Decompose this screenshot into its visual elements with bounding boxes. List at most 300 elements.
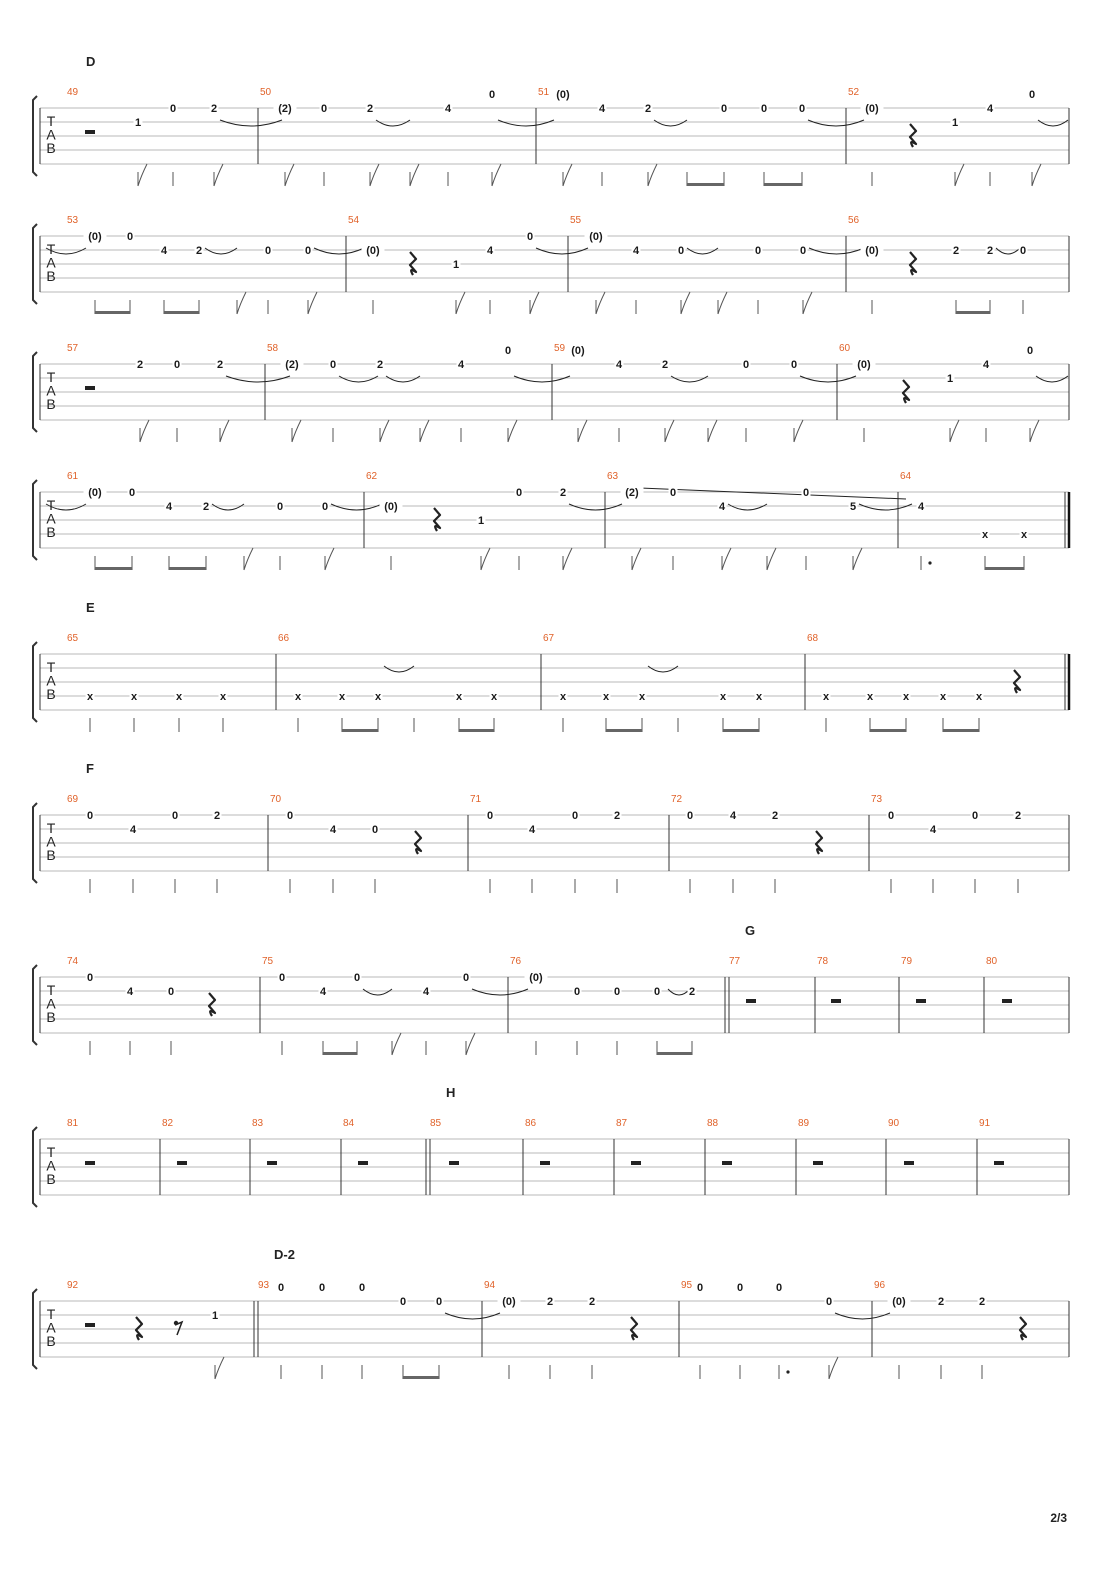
measure-number: 84 bbox=[343, 1118, 355, 1129]
tab-clef-letter: T bbox=[46, 659, 56, 675]
fret-number: 0 bbox=[399, 1296, 407, 1308]
fret-number: 2 bbox=[661, 359, 669, 371]
system-bracket bbox=[33, 642, 37, 722]
tie bbox=[205, 248, 237, 254]
fret-number: x bbox=[455, 691, 463, 703]
fret-number: 0 bbox=[742, 359, 750, 371]
fret-number: 0 bbox=[775, 1282, 783, 1294]
tab-clef-letter: B bbox=[46, 1009, 56, 1025]
note-flag bbox=[325, 548, 334, 570]
fret-number: 0 bbox=[573, 986, 581, 998]
fret-number: x bbox=[638, 691, 646, 703]
fret-number: 0 bbox=[486, 810, 494, 822]
note-flag bbox=[138, 164, 147, 186]
fret-number: 0 bbox=[1026, 345, 1034, 357]
measure-number: 78 bbox=[817, 956, 829, 967]
system-bracket bbox=[33, 803, 37, 883]
fret-number: 0 bbox=[515, 487, 523, 499]
tie bbox=[569, 504, 622, 510]
fret-number: 1 bbox=[134, 117, 142, 129]
fret-number: (0) bbox=[88, 231, 102, 243]
fret-number: 2 bbox=[202, 501, 210, 513]
fret-number: 0 bbox=[169, 103, 177, 115]
fret-number: 0 bbox=[677, 245, 685, 257]
fret-number: 1 bbox=[946, 373, 954, 385]
measure-number: 65 bbox=[67, 633, 79, 644]
fret-number: 0 bbox=[488, 89, 496, 101]
measure-number: 63 bbox=[607, 471, 619, 482]
tab-system bbox=[33, 1085, 1069, 1207]
tie bbox=[1038, 120, 1068, 126]
page-number: 2/3 bbox=[1050, 1511, 1067, 1525]
tab-clef-letter: A bbox=[46, 510, 56, 527]
fret-number: 2 bbox=[136, 359, 144, 371]
fret-number: (0) bbox=[857, 359, 871, 371]
fret-number: x bbox=[338, 691, 346, 703]
fret-number: 0 bbox=[1019, 245, 1027, 257]
fret-number: 0 bbox=[304, 245, 312, 257]
tie bbox=[339, 376, 378, 382]
tab-system bbox=[33, 761, 1069, 893]
note-flag bbox=[718, 292, 727, 314]
fret-number: 0 bbox=[736, 1282, 744, 1294]
measure-number: 54 bbox=[348, 215, 360, 226]
system-bracket bbox=[33, 96, 37, 176]
measure-number: 59 bbox=[554, 343, 566, 354]
note-flag bbox=[292, 420, 301, 442]
note-flag bbox=[708, 420, 717, 442]
fret-number: 0 bbox=[754, 245, 762, 257]
fret-number: 0 bbox=[435, 1296, 443, 1308]
note-flag bbox=[803, 292, 812, 314]
fret-number: 0 bbox=[887, 810, 895, 822]
fret-number: 4 bbox=[160, 245, 168, 257]
fret-number: 4 bbox=[615, 359, 623, 371]
section-label: F bbox=[86, 761, 94, 776]
measure-number: 58 bbox=[267, 343, 279, 354]
fret-number: 1 bbox=[211, 1310, 219, 1322]
note-flag bbox=[950, 420, 959, 442]
note-beam bbox=[403, 1376, 439, 1379]
fret-number: x bbox=[975, 691, 983, 703]
fret-number: 0 bbox=[171, 810, 179, 822]
tab-clef-letter: A bbox=[46, 1157, 56, 1174]
measure-number: 79 bbox=[901, 956, 913, 967]
measure-number: 66 bbox=[278, 633, 290, 644]
note-flag bbox=[853, 548, 862, 570]
measure-number: 94 bbox=[484, 1280, 496, 1291]
note-beam bbox=[956, 311, 990, 314]
fret-number: 2 bbox=[366, 103, 374, 115]
note-flag bbox=[829, 1357, 838, 1379]
measure-number: 91 bbox=[979, 1118, 991, 1129]
fret-number: 4 bbox=[486, 245, 494, 257]
fret-number: x bbox=[374, 691, 382, 703]
fret-number: 2 bbox=[688, 986, 696, 998]
note-flag bbox=[767, 548, 776, 570]
fret-number: 0 bbox=[720, 103, 728, 115]
note-flag bbox=[722, 548, 731, 570]
tab-clef-letter: T bbox=[46, 497, 56, 513]
tie bbox=[445, 1313, 500, 1319]
fret-number: 0 bbox=[526, 231, 534, 243]
tie bbox=[648, 666, 678, 672]
note-flag bbox=[955, 164, 964, 186]
fret-number: 0 bbox=[760, 103, 768, 115]
fret-number: (0) bbox=[865, 103, 879, 115]
fret-number: 2 bbox=[644, 103, 652, 115]
tie bbox=[1036, 376, 1068, 382]
tie bbox=[859, 504, 912, 510]
half-rest bbox=[85, 386, 95, 390]
fret-number: x bbox=[866, 691, 874, 703]
note-flag bbox=[794, 420, 803, 442]
fret-number: 4 bbox=[444, 103, 452, 115]
measure-number: 49 bbox=[67, 87, 79, 98]
fret-number: 4 bbox=[319, 986, 327, 998]
note-flag bbox=[308, 292, 317, 314]
fret-number: 2 bbox=[978, 1296, 986, 1308]
note-flag bbox=[665, 420, 674, 442]
note-flag bbox=[285, 164, 294, 186]
half-rest bbox=[85, 130, 95, 134]
fret-number: (0) bbox=[502, 1296, 516, 1308]
fret-number: 0 bbox=[353, 972, 361, 984]
half-rest bbox=[916, 999, 926, 1003]
tie bbox=[314, 248, 364, 254]
fret-number: 4 bbox=[598, 103, 606, 115]
fret-number: x bbox=[490, 691, 498, 703]
half-rest bbox=[722, 1161, 732, 1165]
measure-number: 73 bbox=[871, 794, 883, 805]
half-rest bbox=[177, 1161, 187, 1165]
tie bbox=[226, 376, 290, 382]
measure-number: 77 bbox=[729, 956, 741, 967]
tab-clef-letter: A bbox=[46, 833, 56, 850]
fret-number: 0 bbox=[276, 501, 284, 513]
fret-number: x bbox=[939, 691, 947, 703]
tie bbox=[835, 1313, 890, 1319]
tab-clef-letter: T bbox=[46, 369, 56, 385]
note-flag bbox=[1030, 420, 1039, 442]
fret-number: x bbox=[719, 691, 727, 703]
note-flag bbox=[370, 164, 379, 186]
fret-number: 0 bbox=[799, 245, 807, 257]
tie bbox=[363, 989, 392, 995]
note-beam bbox=[687, 183, 724, 186]
tab-clef-letter: A bbox=[46, 382, 56, 399]
tab-system bbox=[33, 600, 1069, 732]
fret-number: 0 bbox=[318, 1282, 326, 1294]
fret-number: x bbox=[1020, 529, 1028, 541]
half-rest bbox=[85, 1323, 95, 1327]
tab-clef-letter: A bbox=[46, 254, 56, 271]
fret-number: 2 bbox=[376, 359, 384, 371]
fret-number: 1 bbox=[477, 515, 485, 527]
tie bbox=[376, 120, 410, 126]
note-flag bbox=[563, 548, 572, 570]
fret-number: 4 bbox=[165, 501, 173, 513]
system-bracket bbox=[33, 480, 37, 560]
fret-number: 4 bbox=[528, 824, 536, 836]
measure-number: 56 bbox=[848, 215, 860, 226]
tie bbox=[514, 376, 570, 382]
fret-number: 0 bbox=[329, 359, 337, 371]
fret-number: 4 bbox=[718, 501, 726, 513]
tab-systems bbox=[33, 54, 1069, 1379]
fret-number: 4 bbox=[982, 359, 990, 371]
half-rest bbox=[904, 1161, 914, 1165]
fret-number: x bbox=[294, 691, 302, 703]
fret-number: 2 bbox=[937, 1296, 945, 1308]
fret-number: 4 bbox=[929, 824, 937, 836]
note-flag bbox=[420, 420, 429, 442]
half-rest bbox=[267, 1161, 277, 1165]
fret-number: 0 bbox=[286, 810, 294, 822]
note-flag bbox=[215, 1357, 224, 1379]
measure-number: 86 bbox=[525, 1118, 537, 1129]
measure-number: 57 bbox=[67, 343, 79, 354]
note-beam bbox=[985, 567, 1024, 570]
fret-number: 4 bbox=[917, 501, 925, 513]
fret-number: 2 bbox=[588, 1296, 596, 1308]
note-beam bbox=[95, 567, 132, 570]
measure-number: 81 bbox=[67, 1118, 79, 1129]
fret-number: x bbox=[822, 691, 830, 703]
fret-number: (0) bbox=[571, 345, 585, 357]
tab-clef-letter: B bbox=[46, 686, 56, 702]
fret-number: 0 bbox=[802, 487, 810, 499]
fret-number: 0 bbox=[277, 1282, 285, 1294]
measure-number: 70 bbox=[270, 794, 282, 805]
fret-number: 2 bbox=[952, 245, 960, 257]
system-bracket bbox=[33, 965, 37, 1045]
note-beam bbox=[342, 729, 378, 732]
note-flag bbox=[596, 292, 605, 314]
section-label: D bbox=[86, 54, 96, 69]
measure-number: 90 bbox=[888, 1118, 900, 1129]
fret-number: (0) bbox=[529, 972, 543, 984]
note-beam bbox=[323, 1052, 357, 1055]
note-flag bbox=[530, 292, 539, 314]
measure-number: 72 bbox=[671, 794, 683, 805]
fret-number: 0 bbox=[86, 810, 94, 822]
half-rest bbox=[994, 1161, 1004, 1165]
fret-number: 0 bbox=[462, 972, 470, 984]
tie bbox=[498, 120, 554, 126]
fret-number: 0 bbox=[173, 359, 181, 371]
fret-number: 0 bbox=[321, 501, 329, 513]
fret-number: (0) bbox=[556, 89, 570, 101]
section-label: E bbox=[86, 600, 95, 615]
measure-number: 88 bbox=[707, 1118, 719, 1129]
note-flag bbox=[392, 1033, 401, 1055]
tie bbox=[800, 376, 856, 382]
fret-number: x bbox=[559, 691, 567, 703]
tab-system bbox=[33, 923, 1069, 1055]
tab-clef-letter: A bbox=[46, 126, 56, 143]
tie bbox=[687, 248, 718, 254]
half-rest bbox=[358, 1161, 368, 1165]
tab-clef-letter: B bbox=[46, 396, 56, 412]
fret-number: 0 bbox=[167, 986, 175, 998]
note-flag bbox=[456, 292, 465, 314]
note-flag bbox=[648, 164, 657, 186]
fret-number: 4 bbox=[126, 986, 134, 998]
tab-system bbox=[33, 471, 1069, 570]
tab-clef-letter: T bbox=[46, 1306, 56, 1322]
fret-number: 2 bbox=[210, 103, 218, 115]
fret-number: 0 bbox=[371, 824, 379, 836]
fret-number: 0 bbox=[504, 345, 512, 357]
note-beam bbox=[95, 311, 130, 314]
system-bracket bbox=[33, 1289, 37, 1369]
fret-number: 4 bbox=[329, 824, 337, 836]
dot bbox=[928, 561, 931, 564]
fret-number: x bbox=[981, 529, 989, 541]
tab-clef-letter: A bbox=[46, 672, 56, 689]
tie bbox=[996, 248, 1020, 254]
fret-number: 2 bbox=[546, 1296, 554, 1308]
fret-number: (2) bbox=[625, 487, 639, 499]
measure-number: 93 bbox=[258, 1280, 270, 1291]
fret-number: 0 bbox=[86, 972, 94, 984]
fret-number: x bbox=[219, 691, 227, 703]
measure-number: 64 bbox=[900, 471, 912, 482]
fret-number: 0 bbox=[320, 103, 328, 115]
fret-number: 4 bbox=[457, 359, 465, 371]
tab-clef-letter: A bbox=[46, 995, 56, 1012]
slide bbox=[640, 488, 906, 499]
measure-number: 52 bbox=[848, 87, 860, 98]
tab-clef-letter: B bbox=[46, 1171, 56, 1187]
half-rest bbox=[746, 999, 756, 1003]
fret-number: 2 bbox=[986, 245, 994, 257]
fret-number: (2) bbox=[278, 103, 292, 115]
tie bbox=[386, 376, 420, 382]
tie bbox=[212, 504, 244, 510]
measure-number: 51 bbox=[538, 87, 550, 98]
fret-number: (0) bbox=[892, 1296, 906, 1308]
fret-number: 2 bbox=[771, 810, 779, 822]
note-flag bbox=[244, 548, 253, 570]
fret-number: (0) bbox=[589, 231, 603, 243]
tab-clef-letter: A bbox=[46, 1319, 56, 1336]
measure-number: 87 bbox=[616, 1118, 628, 1129]
half-rest bbox=[813, 1161, 823, 1165]
fret-number: x bbox=[130, 691, 138, 703]
fret-number: 2 bbox=[213, 810, 221, 822]
section-label: H bbox=[446, 1085, 456, 1100]
measure-number: 62 bbox=[366, 471, 378, 482]
measure-number: 89 bbox=[798, 1118, 810, 1129]
tab-clef-letter: B bbox=[46, 268, 56, 284]
tab-system bbox=[33, 215, 1069, 314]
measure-number: 92 bbox=[67, 1280, 79, 1291]
tab-clef-letter: B bbox=[46, 1333, 56, 1349]
tab-clef-letter: B bbox=[46, 140, 56, 156]
fret-number: 0 bbox=[358, 1282, 366, 1294]
tie bbox=[536, 248, 588, 254]
note-flag bbox=[681, 292, 690, 314]
fret-number: 2 bbox=[216, 359, 224, 371]
fret-number: 0 bbox=[653, 986, 661, 998]
fret-number: 4 bbox=[632, 245, 640, 257]
tie bbox=[728, 504, 767, 510]
system-bracket bbox=[33, 352, 37, 432]
note-beam bbox=[870, 729, 906, 732]
note-flag bbox=[380, 420, 389, 442]
measure-number: 95 bbox=[681, 1280, 693, 1291]
tie bbox=[220, 120, 282, 126]
fret-number: 0 bbox=[278, 972, 286, 984]
note-flag bbox=[481, 548, 490, 570]
tie bbox=[331, 504, 382, 510]
note-beam bbox=[164, 311, 199, 314]
note-flag bbox=[220, 420, 229, 442]
tab-clef-letter: T bbox=[46, 982, 56, 998]
measure-number: 75 bbox=[262, 956, 274, 967]
fret-number: 0 bbox=[126, 231, 134, 243]
note-flag bbox=[492, 164, 501, 186]
fret-number: 2 bbox=[613, 810, 621, 822]
measure-number: 76 bbox=[510, 956, 522, 967]
fret-number: 0 bbox=[971, 810, 979, 822]
tab-clef-letter: T bbox=[46, 113, 56, 129]
measure-number: 82 bbox=[162, 1118, 174, 1129]
note-flag bbox=[563, 164, 572, 186]
note-flag bbox=[214, 164, 223, 186]
measure-number: 53 bbox=[67, 215, 79, 226]
tab-clef-letter: T bbox=[46, 1144, 56, 1160]
fret-number: x bbox=[902, 691, 910, 703]
section-label: D-2 bbox=[274, 1247, 295, 1262]
measure-number: 80 bbox=[986, 956, 998, 967]
measure-number: 74 bbox=[67, 956, 79, 967]
fret-number: (0) bbox=[384, 501, 398, 513]
tie bbox=[384, 666, 414, 672]
fret-number: 0 bbox=[128, 487, 136, 499]
note-beam bbox=[169, 567, 206, 570]
fret-number: (0) bbox=[366, 245, 380, 257]
tie bbox=[809, 248, 864, 254]
measure-number: 71 bbox=[470, 794, 482, 805]
system-bracket bbox=[33, 224, 37, 304]
tab-system bbox=[33, 54, 1069, 186]
tab-clef-letter: T bbox=[46, 241, 56, 257]
fret-number: x bbox=[175, 691, 183, 703]
measure-number: 60 bbox=[839, 343, 851, 354]
fret-number: 2 bbox=[559, 487, 567, 499]
fret-number: 1 bbox=[452, 259, 460, 271]
note-beam bbox=[943, 729, 979, 732]
note-flag bbox=[140, 420, 149, 442]
half-rest bbox=[831, 999, 841, 1003]
fret-number: 5 bbox=[849, 501, 857, 513]
note-beam bbox=[606, 729, 642, 732]
fret-number: 4 bbox=[729, 810, 737, 822]
tie bbox=[654, 120, 687, 126]
measure-number: 85 bbox=[430, 1118, 442, 1129]
measure-number: 50 bbox=[260, 87, 272, 98]
fret-number: 2 bbox=[1014, 810, 1022, 822]
measure-number: 55 bbox=[570, 215, 582, 226]
half-rest bbox=[1002, 999, 1012, 1003]
fret-number: 1 bbox=[951, 117, 959, 129]
fret-number: 0 bbox=[571, 810, 579, 822]
note-beam bbox=[459, 729, 494, 732]
tie bbox=[472, 989, 528, 995]
